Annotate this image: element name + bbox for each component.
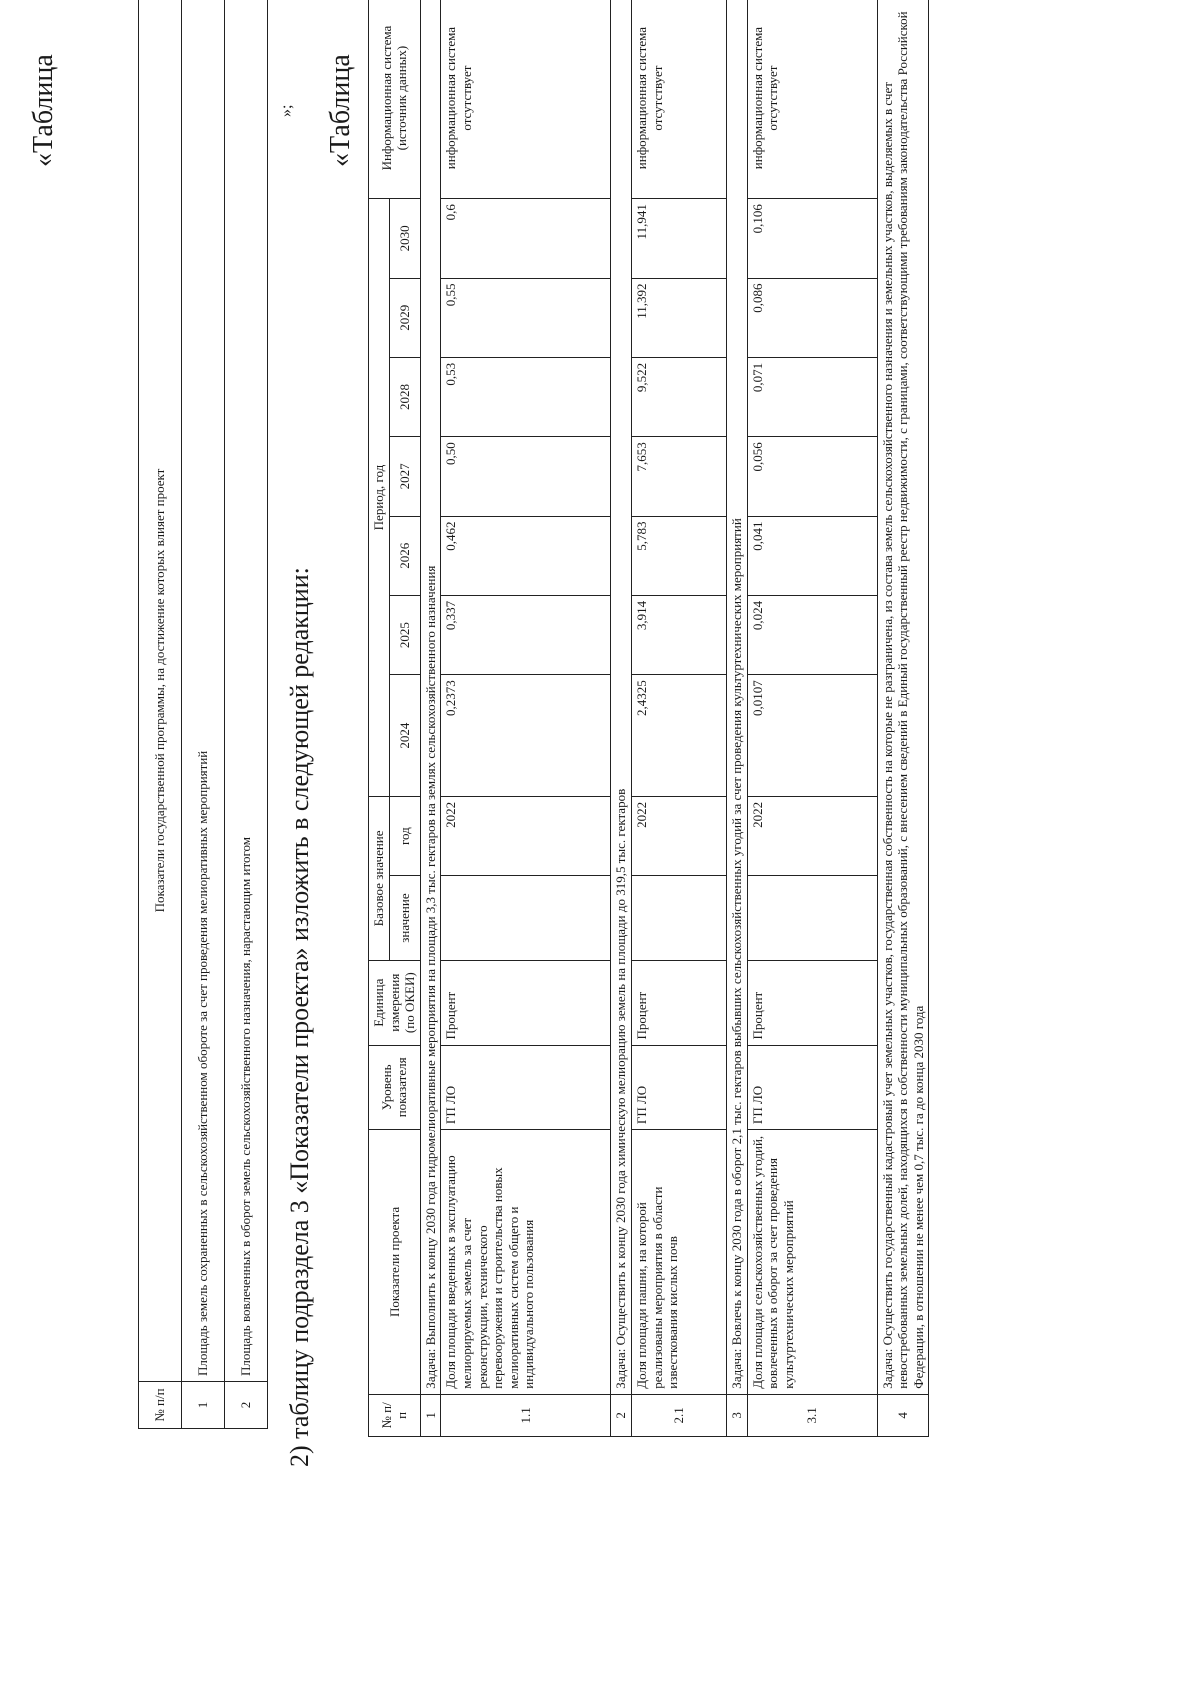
- header-year: 2028: [389, 357, 420, 436]
- row-value: 0,2373: [441, 675, 611, 797]
- table1-header-text: Показатели государственной программы, на достижение которых влияет проект: [139, 0, 182, 1382]
- row-num: 3.1: [747, 1394, 877, 1436]
- row-info: информационная система отсутствует: [631, 0, 726, 199]
- header-base-year: год: [389, 796, 420, 875]
- row-value: 5,783: [631, 516, 726, 595]
- row-value: 0,462: [441, 516, 611, 595]
- table-row: [225, 0, 268, 1429]
- table1-closing: »;: [278, 104, 295, 117]
- row-level: ГП ЛО: [631, 1045, 726, 1130]
- task-text: Задача: Осуществить к концу 2030 года химическую мелиорацию земель на площади до 319,5 тыс. гектаров: [611, 0, 632, 1394]
- row-base-value: [747, 876, 877, 961]
- header-indicator: Показатели проекта: [369, 1130, 421, 1395]
- header-year: 2025: [389, 595, 420, 674]
- row-unit: Процент: [441, 960, 611, 1045]
- task-row: [726, 0, 747, 1437]
- section-heading: 2) таблицу подраздела 3 «Показатели проекта» изложить в следующей редакции:: [285, 567, 314, 1467]
- row-value: 0,041: [747, 516, 877, 595]
- table2-label: «Таблица: [325, 54, 356, 167]
- row-value: 7,653: [631, 437, 726, 516]
- row-base-year: 2022: [441, 796, 611, 875]
- row-base-value: [441, 876, 611, 961]
- row-num: 2.1: [631, 1394, 726, 1436]
- header-year: 2026: [389, 516, 420, 595]
- task-num: 1: [420, 1394, 441, 1436]
- table1-row-num: 2: [225, 1382, 268, 1429]
- row-base-year: 2022: [747, 796, 877, 875]
- task-num: 2: [611, 1394, 632, 1436]
- row-info: информационная система отсутствует: [747, 0, 877, 199]
- header-year: 2027: [389, 437, 420, 516]
- row-value: 0,50: [441, 437, 611, 516]
- table-row: [631, 0, 726, 1437]
- task-row: [611, 0, 632, 1437]
- row-value: 0,53: [441, 357, 611, 436]
- row-info: информационная система отсутствует: [441, 0, 611, 199]
- task-text: Задача: Осуществить государственный кадастровый учет земельных участков, государственная собственность на которые не разграничена, из состава земель сельскохозяйственного назначения и земельных участков, выделяемых в счет невостребованных земельных долей, находящихся в собственности муниципальных образований, с внесением сведений в Единый государственный реестр недвижимости, с границами, соответствующими требованиям законодательства Российской Федерации, в отношении не менее чем 0,7 тыс. га до конца 2030 года: [877, 0, 929, 1394]
- row-value: 0,0107: [747, 675, 877, 797]
- task-text: Задача: Выполнить к концу 2030 года гидромелиоративные мероприятия на площади 3,3 тыс. гектаров на землях сельскохозяйственного назначения: [420, 0, 441, 1394]
- header-base: Базовое значение: [369, 796, 390, 960]
- header-year: 2029: [389, 278, 420, 357]
- table1: [138, 0, 268, 1429]
- header-level: Уровень показателя: [369, 1045, 421, 1130]
- row-indicator: Доля площади введенных в эксплуатацию мелиорируемых земель за счет реконструкции, технического перевооружения и строительства новых мелиоративных систем общего и индивидуального пользования: [441, 1130, 611, 1395]
- table-row: [747, 0, 877, 1437]
- row-value: 0,106: [747, 199, 877, 278]
- task-num: 4: [877, 1394, 929, 1436]
- task-row: [420, 0, 441, 1437]
- header-info: Информационная система (источник данных): [369, 0, 421, 199]
- table1-row-text: Площадь земель сохраненных в сельскохозяйственном обороте за счет проведения мелиоративных мероприятий: [182, 0, 225, 1382]
- row-value: 9,522: [631, 357, 726, 436]
- row-base-year: 2022: [631, 796, 726, 875]
- table2-header-row: [369, 0, 390, 1437]
- row-value: 0,55: [441, 278, 611, 357]
- row-value: 3,914: [631, 595, 726, 674]
- row-base-value: [631, 876, 726, 961]
- header-num: № п/п: [369, 1394, 421, 1436]
- table1-label: «Таблица: [28, 54, 59, 167]
- header-period: Период, год: [369, 199, 390, 797]
- row-indicator: Доля площади пашни, на которой реализованы мероприятия в области известкования кислых почв: [631, 1130, 726, 1395]
- row-value: 2,4325: [631, 675, 726, 797]
- row-level: ГП ЛО: [441, 1045, 611, 1130]
- table1-header-row: [139, 0, 182, 1429]
- table2: [368, 0, 929, 1437]
- row-value: 0,337: [441, 595, 611, 674]
- row-value: 11,392: [631, 278, 726, 357]
- row-indicator: Доля площади сельскохозяйственных угодий, вовлеченных в оборот за счет проведения культуртехнических мероприятий: [747, 1130, 877, 1395]
- row-value: 0,6: [441, 199, 611, 278]
- task-num: 3: [726, 1394, 747, 1436]
- row-num: 1.1: [441, 1394, 611, 1436]
- table-row: [441, 0, 611, 1437]
- header-unit: Единица измерения (по ОКЕИ): [369, 960, 421, 1045]
- row-value: 0,086: [747, 278, 877, 357]
- table1-row-text: Площадь вовлеченных в оборот земель сельскохозяйственного назначения, нарастающим итогом: [225, 0, 268, 1382]
- row-value: 0,071: [747, 357, 877, 436]
- table1-row-num: 1: [182, 1382, 225, 1429]
- header-year: 2030: [389, 199, 420, 278]
- table1-header-num: № п/п: [139, 1382, 182, 1429]
- row-value: 11,941: [631, 199, 726, 278]
- table-row: [182, 0, 225, 1429]
- row-value: 0,024: [747, 595, 877, 674]
- row-value: 0,056: [747, 437, 877, 516]
- task-row: [877, 0, 929, 1437]
- header-year: 2024: [389, 675, 420, 797]
- row-level: ГП ЛО: [747, 1045, 877, 1130]
- task-text: Задача: Вовлечь к концу 2030 года в оборот 2,1 тыс. гектаров выбывших сельскохозяйственных угодий за счет проведения культуртехнических мероприятий: [726, 0, 747, 1394]
- row-unit: Процент: [747, 960, 877, 1045]
- row-unit: Процент: [631, 960, 726, 1045]
- header-base-value: значение: [389, 876, 420, 961]
